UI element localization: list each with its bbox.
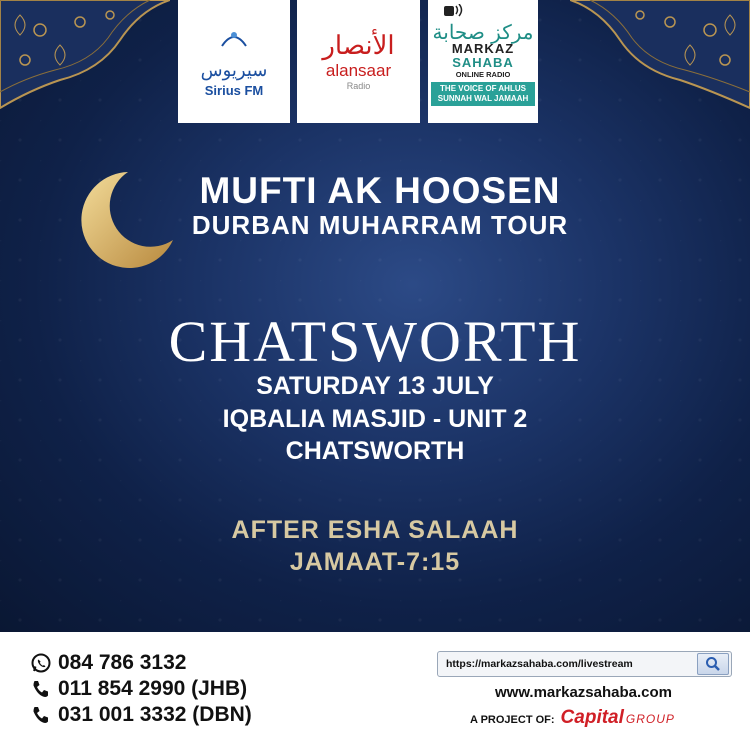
tour-title: DURBAN MUHARRAM TOUR xyxy=(191,210,569,240)
sirius-emblem-icon xyxy=(214,26,254,52)
website-link[interactable]: www.markazsahaba.com xyxy=(494,684,673,701)
phone-jhb-contact[interactable] xyxy=(30,677,247,701)
event-time-line1: AFTER ESHA SALAAH xyxy=(231,516,519,544)
capital-brand-suffix: GROUP xyxy=(625,712,675,726)
event-venue: IQBALIA MASJID - UNIT 2 xyxy=(222,405,528,433)
ornament-top-left xyxy=(0,0,170,110)
ansaar-name: alansaar xyxy=(325,60,392,80)
whatsapp-contact[interactable] xyxy=(30,651,186,675)
phone-icon xyxy=(30,705,58,725)
markaz-arabic-name: مركز صحابة xyxy=(432,19,534,44)
sirius-fm-logo xyxy=(178,0,290,123)
markaz-sahaba-logo xyxy=(428,0,538,123)
search-icon xyxy=(705,656,721,672)
phone-dbn-contact[interactable] xyxy=(30,703,252,727)
event-date: SATURDAY 13 JULY xyxy=(256,372,494,400)
sirius-name: Sirius FM xyxy=(204,82,264,98)
markaz-name-line3: ONLINE RADIO xyxy=(455,69,511,79)
livestream-url[interactable]: https://markazsahaba.com/livestream xyxy=(446,658,633,670)
markaz-tagline-line1: THE VOICE OF AHLUS xyxy=(440,83,526,93)
speaker-title: MUFTI AK HOOSEN xyxy=(199,170,561,211)
phone-icon xyxy=(30,679,58,699)
project-label: A PROJECT OF: xyxy=(470,714,555,726)
sirius-arabic-name: سيريوس xyxy=(200,59,268,81)
whatsapp-number: 084 786 3132 xyxy=(58,651,187,674)
broadcast-icon xyxy=(438,4,478,18)
event-area: CHATSWORTH xyxy=(285,437,465,465)
ansaar-sub: Radio xyxy=(346,80,371,91)
ornament-top-right xyxy=(570,0,750,110)
markaz-name-line1: MARKAZ xyxy=(451,40,515,56)
ansaar-arabic-name: الأنصار xyxy=(322,30,395,61)
search-button[interactable] xyxy=(697,653,729,675)
alansaar-radio-logo xyxy=(297,0,420,123)
whatsapp-icon xyxy=(30,652,58,674)
livestream-url-bar[interactable] xyxy=(437,651,732,677)
project-credit xyxy=(470,707,675,729)
location-title: CHATSWORTH xyxy=(168,309,582,374)
capital-brand: Capital xyxy=(560,707,624,728)
phone-jhb-number: 011 854 2990 (JHB) xyxy=(58,677,248,700)
markaz-name-line2: SAHABA xyxy=(452,54,514,70)
markaz-tagline xyxy=(431,82,535,106)
markaz-tagline-line2: SUNNAH WAL JAMAAH xyxy=(437,93,529,103)
phone-dbn-number: 031 001 3332 (DBN) xyxy=(58,703,252,726)
event-time-line2: JAMAAT-7:15 xyxy=(289,548,461,576)
